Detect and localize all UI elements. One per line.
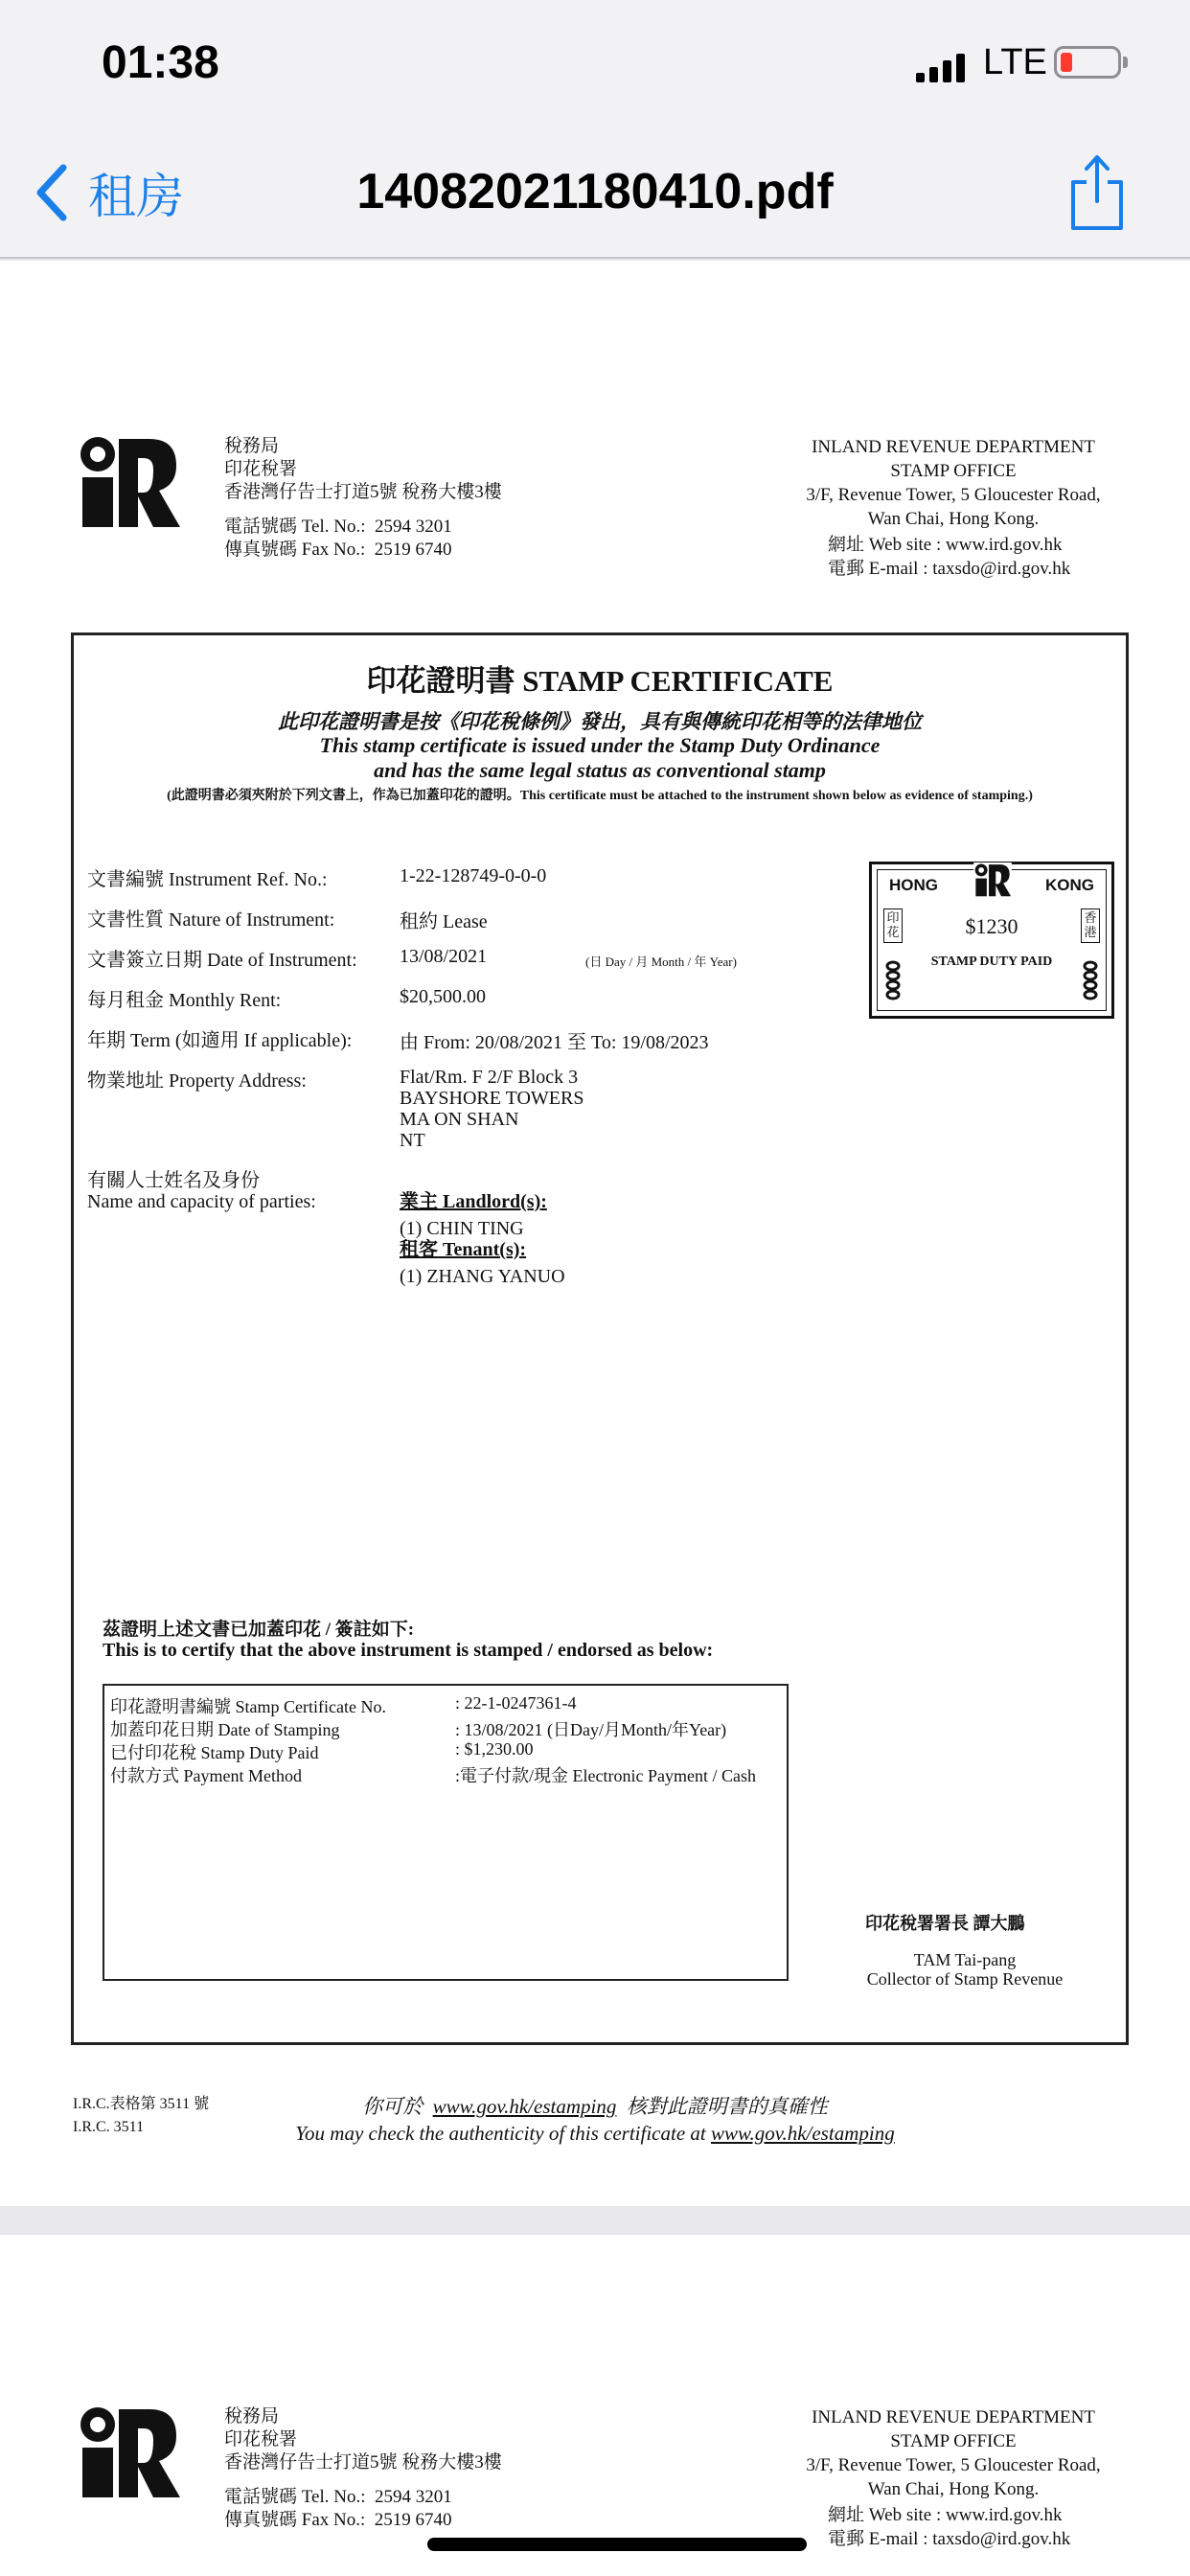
back-label: 租房 (88, 169, 184, 224)
verify-link-en[interactable]: www.gov.hk/estamping (710, 2122, 895, 2145)
ird-logo-icon (77, 2404, 182, 2499)
ird-logo-icon (77, 433, 182, 529)
header-office-zh: 印花稅署 (224, 459, 298, 479)
header-address-zh: 香港灣仔告士打道5號 稅務大樓3樓 (224, 482, 502, 502)
email-line: 電郵 E-mail : taxsdo@ird.gov.hk (828, 559, 1071, 579)
battery-tip (1123, 57, 1128, 68)
battery-icon (1054, 46, 1121, 79)
header-dept-en: INLAND REVENUE DEPARTMENT (812, 2407, 1095, 2427)
certificate-en-statement-1: This stamp certificate is issued under the Stamp Duty Ordinance (319, 733, 881, 757)
field-label-nature: 文書性質 Nature of Instrument: (87, 909, 335, 931)
address-line: BAYSHORE TOWERS (400, 1088, 584, 1109)
header-address-en-1: 3/F, Revenue Tower, 5 Gloucester Road, (806, 485, 1101, 505)
field-value-rent: $20,500.00 (400, 986, 486, 1007)
verify-line-zh (0, 2091, 1190, 2120)
form-number-en: I.R.C. 3511 (73, 2119, 145, 2135)
landlord-heading: 業主 Landlord(s): (400, 1191, 547, 1212)
endorse-label-cert-no: 印花證明書編號 Stamp Certificate No. (110, 1697, 386, 1716)
stamp-duty-paid-mark (869, 862, 1114, 1019)
header-office-en: STAMP OFFICE (890, 461, 1017, 481)
tel-line (224, 516, 502, 539)
signatory-zh: 印花稅署署長 譚大鵬 (865, 1914, 1025, 1933)
endorse-label-payment: 付款方式 Payment Method (110, 1766, 302, 1785)
header-dept-zh: 稅務局 (224, 436, 280, 456)
website-line: 網址 Web site : www.ird.gov.hk (828, 535, 1063, 555)
certificate-attach-note: (此證明書必須夾附於下列文書上，作為已加蓋印花的證明。This certificate must be attached to the instrument shown below as evidence of stamping.) (167, 789, 1033, 803)
fax-line (224, 2509, 502, 2532)
endorse-label-date: 加蓋印花日期 Date of Stamping (110, 1720, 340, 1739)
endorse-label-duty: 已付印花稅 Stamp Duty Paid (110, 1743, 319, 1762)
stamp-kong: KONG (1045, 876, 1094, 894)
parties-label-zh: 有關人士姓名及身份 (87, 1170, 260, 1191)
address-line: MA ON SHAN (400, 1109, 519, 1130)
fax-value: 2519 6740 (374, 540, 452, 560)
header-office-zh: 印花稅署 (224, 2429, 298, 2450)
parties-list (400, 1191, 565, 1287)
certify-statement-en: This is to certify that the above instrument is stamped / endorsed as below: (103, 1640, 714, 1661)
parties-label (87, 1170, 316, 1212)
signatory-title: Collector of Stamp Revenue (866, 1969, 1064, 1989)
endorse-value-duty: : $1,230.00 (455, 1739, 534, 1759)
certificate-title: 印花證明書 STAMP CERTIFICATE (366, 664, 834, 698)
tenant-heading: 租客 Tenant(s): (400, 1239, 527, 1260)
fax-label: 傳真號碼 Fax No.: (224, 540, 366, 560)
stamp-amount: $1230 (965, 914, 1018, 938)
document-title: 14082021180410.pdf (356, 164, 834, 219)
date-format-hint: (日 Day / 月 Month / 年 Year) (585, 954, 737, 969)
field-label-ref: 文書編號 Instrument Ref. No.: (87, 869, 328, 890)
endorsement-box (103, 1684, 789, 1981)
website-line: 網址 Web site : www.ird.gov.hk (828, 2505, 1063, 2525)
status-time: 01:38 (102, 37, 219, 88)
home-indicator[interactable] (427, 2538, 807, 2551)
status-bar (0, 0, 1190, 134)
endorse-value-cert-no: : 22-1-0247361-4 (455, 1693, 577, 1713)
field-label-date: 文書簽立日期 Date of Instrument: (87, 950, 357, 971)
back-button[interactable] (33, 159, 184, 226)
fax-label: 傳真號碼 Fax No.: (224, 2510, 366, 2530)
tenant-name: (1) ZHANG YANUO (400, 1266, 565, 1287)
field-value-term: 由 From: 20/08/2021 至 To: 19/08/2023 (400, 1032, 709, 1053)
form-number-zh: I.R.C.表格第 3511 號 (73, 2096, 210, 2112)
stamp-chain-right-icon (1083, 960, 1098, 1002)
verify-link-zh[interactable]: www.gov.hk/estamping (432, 2095, 617, 2118)
header-address-zh: 香港灣仔告士打道5號 稅務大樓3樓 (224, 2452, 502, 2472)
header-address-en-2: Wan Chai, Hong Kong. (867, 2479, 1040, 2499)
header-address-en-2: Wan Chai, Hong Kong. (867, 509, 1040, 529)
stamp-certificate (71, 632, 1129, 2045)
pdf-page-1[interactable] (0, 261, 1190, 2206)
header-left (224, 2405, 502, 2532)
pdf-page-2[interactable] (0, 2235, 1190, 2576)
stamp-left-char: 印花 (883, 908, 903, 943)
tel-value: 2594 3201 (375, 2487, 452, 2507)
signatory-block (821, 1950, 1109, 1989)
field-value-nature: 租約 Lease (400, 911, 488, 932)
stamp-right-char: 香港 (1081, 908, 1100, 943)
field-value-address (400, 1067, 584, 1151)
share-icon[interactable] (1065, 151, 1129, 232)
nav-bar (0, 134, 1190, 259)
network-label: LTE (983, 42, 1047, 82)
field-label-address: 物業地址 Property Address: (87, 1070, 307, 1092)
chevron-left-icon (33, 162, 71, 223)
header-right (786, 435, 1121, 531)
field-value-ref: 1-22-128749-0-0-0 (400, 865, 547, 886)
fax-value: 2519 6740 (374, 2510, 452, 2530)
tel-label: 電話號碼 Tel. No.: (224, 517, 366, 537)
signal-icon (916, 54, 966, 82)
stamp-chain-left-icon (885, 960, 901, 1002)
header-right (786, 2405, 1121, 2501)
header-left (224, 435, 502, 562)
header-dept-zh: 稅務局 (224, 2406, 280, 2426)
stamp-paid-label: STAMP DUTY PAID (930, 954, 1053, 969)
address-line: NT (400, 1130, 425, 1151)
verify-zh-pre: 你可於 (362, 2095, 423, 2118)
header-dept-en: INLAND REVENUE DEPARTMENT (812, 437, 1095, 457)
verify-line-en (0, 2122, 1190, 2146)
signatory-name: TAM Tai-pang (913, 1950, 1017, 1969)
parties-label-en: Name and capacity of parties: (87, 1191, 316, 1212)
header-contact (828, 533, 1070, 581)
landlord-name: (1) CHIN TING (400, 1218, 524, 1239)
tel-label: 電話號碼 Tel. No.: (224, 2487, 366, 2507)
email-line: 電郵 E-mail : taxsdo@ird.gov.hk (828, 2529, 1071, 2549)
endorse-value-payment: :電子付款/現金 Electronic Payment / Cash (455, 1766, 756, 1785)
header-office-en: STAMP OFFICE (890, 2431, 1017, 2451)
certificate-en-statement-2: and has the same legal status as conventional stamp (374, 758, 826, 782)
fax-line (224, 539, 502, 562)
tel-line (224, 2486, 502, 2509)
stamp-ir-logo-icon (972, 862, 1014, 897)
header-address-en-1: 3/F, Revenue Tower, 5 Gloucester Road, (806, 2455, 1101, 2475)
certificate-zh-statement: 此印花證明書是按《印花稅條例》發出，具有與傳統印花相等的法律地位 (278, 710, 922, 733)
verify-zh-post: 核對此證明書的真確性 (626, 2095, 828, 2118)
certify-statement-zh: 茲證明上述文書已加蓋印花 / 簽註如下: (103, 1620, 415, 1640)
tel-value: 2594 3201 (375, 517, 452, 537)
endorse-value-date: : 13/08/2021 (日Day/月Month/年Year) (455, 1720, 727, 1739)
stamp-hong: HONG (889, 876, 938, 894)
field-label-rent: 每月租金 Monthly Rent: (87, 990, 282, 1011)
verify-en-pre: You may check the authenticity of this certificate at (295, 2122, 706, 2145)
header-contact (828, 2503, 1070, 2551)
field-label-term: 年期 Term (如適用 If applicable): (87, 1030, 353, 1051)
address-line: Flat/Rm. F 2/F Block 3 (400, 1067, 579, 1088)
field-value-date: 13/08/2021 (400, 946, 488, 967)
